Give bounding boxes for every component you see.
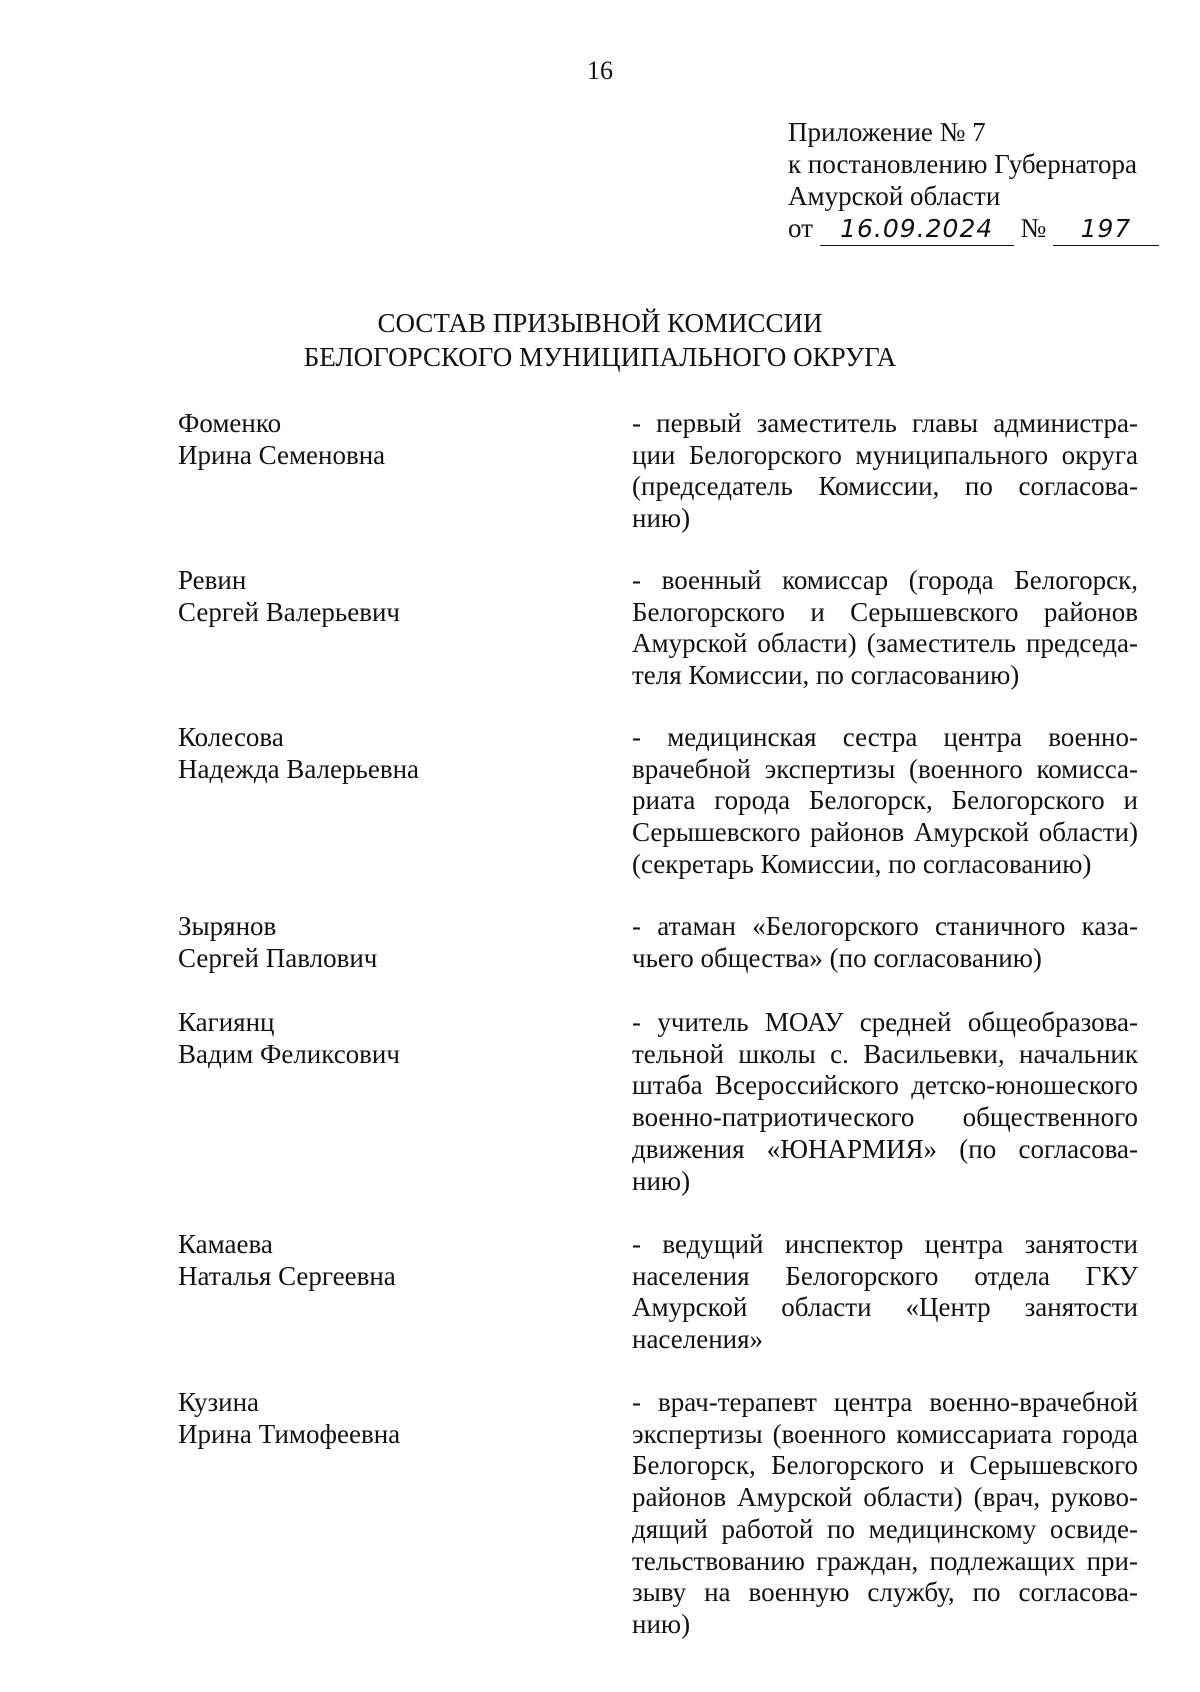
member-name — [178, 408, 578, 471]
document-title — [0, 306, 1200, 374]
member-given-names: Сергей Валерьевич — [178, 596, 400, 627]
member-surname: Фоменко — [178, 408, 282, 438]
member-role: - атаман «Белогорского станичного каза-чьего общества» (по согласованию) — [632, 911, 1138, 973]
appendix-date-line — [788, 212, 1159, 246]
page-number: 16 — [587, 56, 613, 85]
member-role: - учитель МОАУ средней общеобразова-тельной школы с. Васильевки, начальник штаба Всероссийского детско-юношеского военно-патриотического общественного движения «ЮНАРМИЯ» (по согласова-нию) — [632, 1007, 1138, 1196]
member-name — [178, 565, 578, 628]
title-line-2: БЕЛОГОРСКОГО МУНИЦИПАЛЬНОГО ОКРУГА — [303, 342, 897, 372]
member-name — [178, 1007, 578, 1070]
member-given-names: Надежда Валерьевна — [178, 753, 419, 784]
handwritten-date: 16.09.2024 — [820, 213, 1014, 246]
member-surname: Камаева — [178, 1229, 273, 1259]
member-given-names: Ирина Тимофеевна — [178, 1418, 401, 1449]
member-surname: Колесова — [178, 722, 284, 752]
member-given-names: Вадим Феликсович — [178, 1038, 400, 1069]
member-role: - военный комиссар (города Белогорск, Белогорского и Серышевского районов Амурской области) (заместитель председа-теля Комиссии, по согласованию) — [632, 565, 1138, 691]
appendix-reference: к постановлению Губернатора — [788, 149, 1137, 179]
member-surname: Зырянов — [178, 911, 277, 941]
member-given-names: Сергей Павлович — [178, 942, 378, 973]
member-role: - врач-терапевт центра военно-врачебной экспертизы (военного комиссариата города Белогорск, Белогорского и Серышевского районов Амурской области) (врач, руково-дящий работой по медицинскому освиде-тельствованию граждан, подлежащих при-зыву на военную службу, по согласова-нию) — [632, 1387, 1138, 1639]
member-surname: Ревин — [178, 565, 247, 595]
handwritten-number: 197 — [1053, 213, 1159, 246]
member-name — [178, 911, 578, 974]
member-role: - медицинская сестра центра военно-врачебной экспертизы (военного комисса-риата города Белогорск, Белогорского и Серышевского районов Амурской области) (секретарь Комиссии, по согласованию) — [632, 722, 1138, 879]
member-name — [178, 1229, 578, 1292]
number-prefix: № — [1020, 213, 1047, 243]
appendix-region: Амурской области — [788, 181, 1001, 211]
appendix-number: Приложение № 7 — [788, 117, 986, 147]
member-name — [178, 722, 578, 785]
member-name — [178, 1387, 578, 1450]
member-given-names: Наталья Сергеевна — [178, 1260, 396, 1291]
date-prefix: от — [788, 213, 813, 243]
member-surname: Кагиянц — [178, 1007, 275, 1037]
member-surname: Кузина — [178, 1387, 260, 1417]
title-line-1: СОСТАВ ПРИЗЫВНОЙ КОМИССИИ — [377, 308, 823, 338]
member-given-names: Ирина Семеновна — [178, 439, 386, 470]
member-role: - первый заместитель главы администра-ции Белогорского муниципального округа (председатель Комиссии, по согласова-нию) — [632, 408, 1138, 534]
appendix-block — [788, 116, 1159, 246]
member-role: - ведущий инспектор центра занятости населения Белогорского отдела ГКУ Амурской области «Центр занятости населения» — [632, 1229, 1138, 1355]
